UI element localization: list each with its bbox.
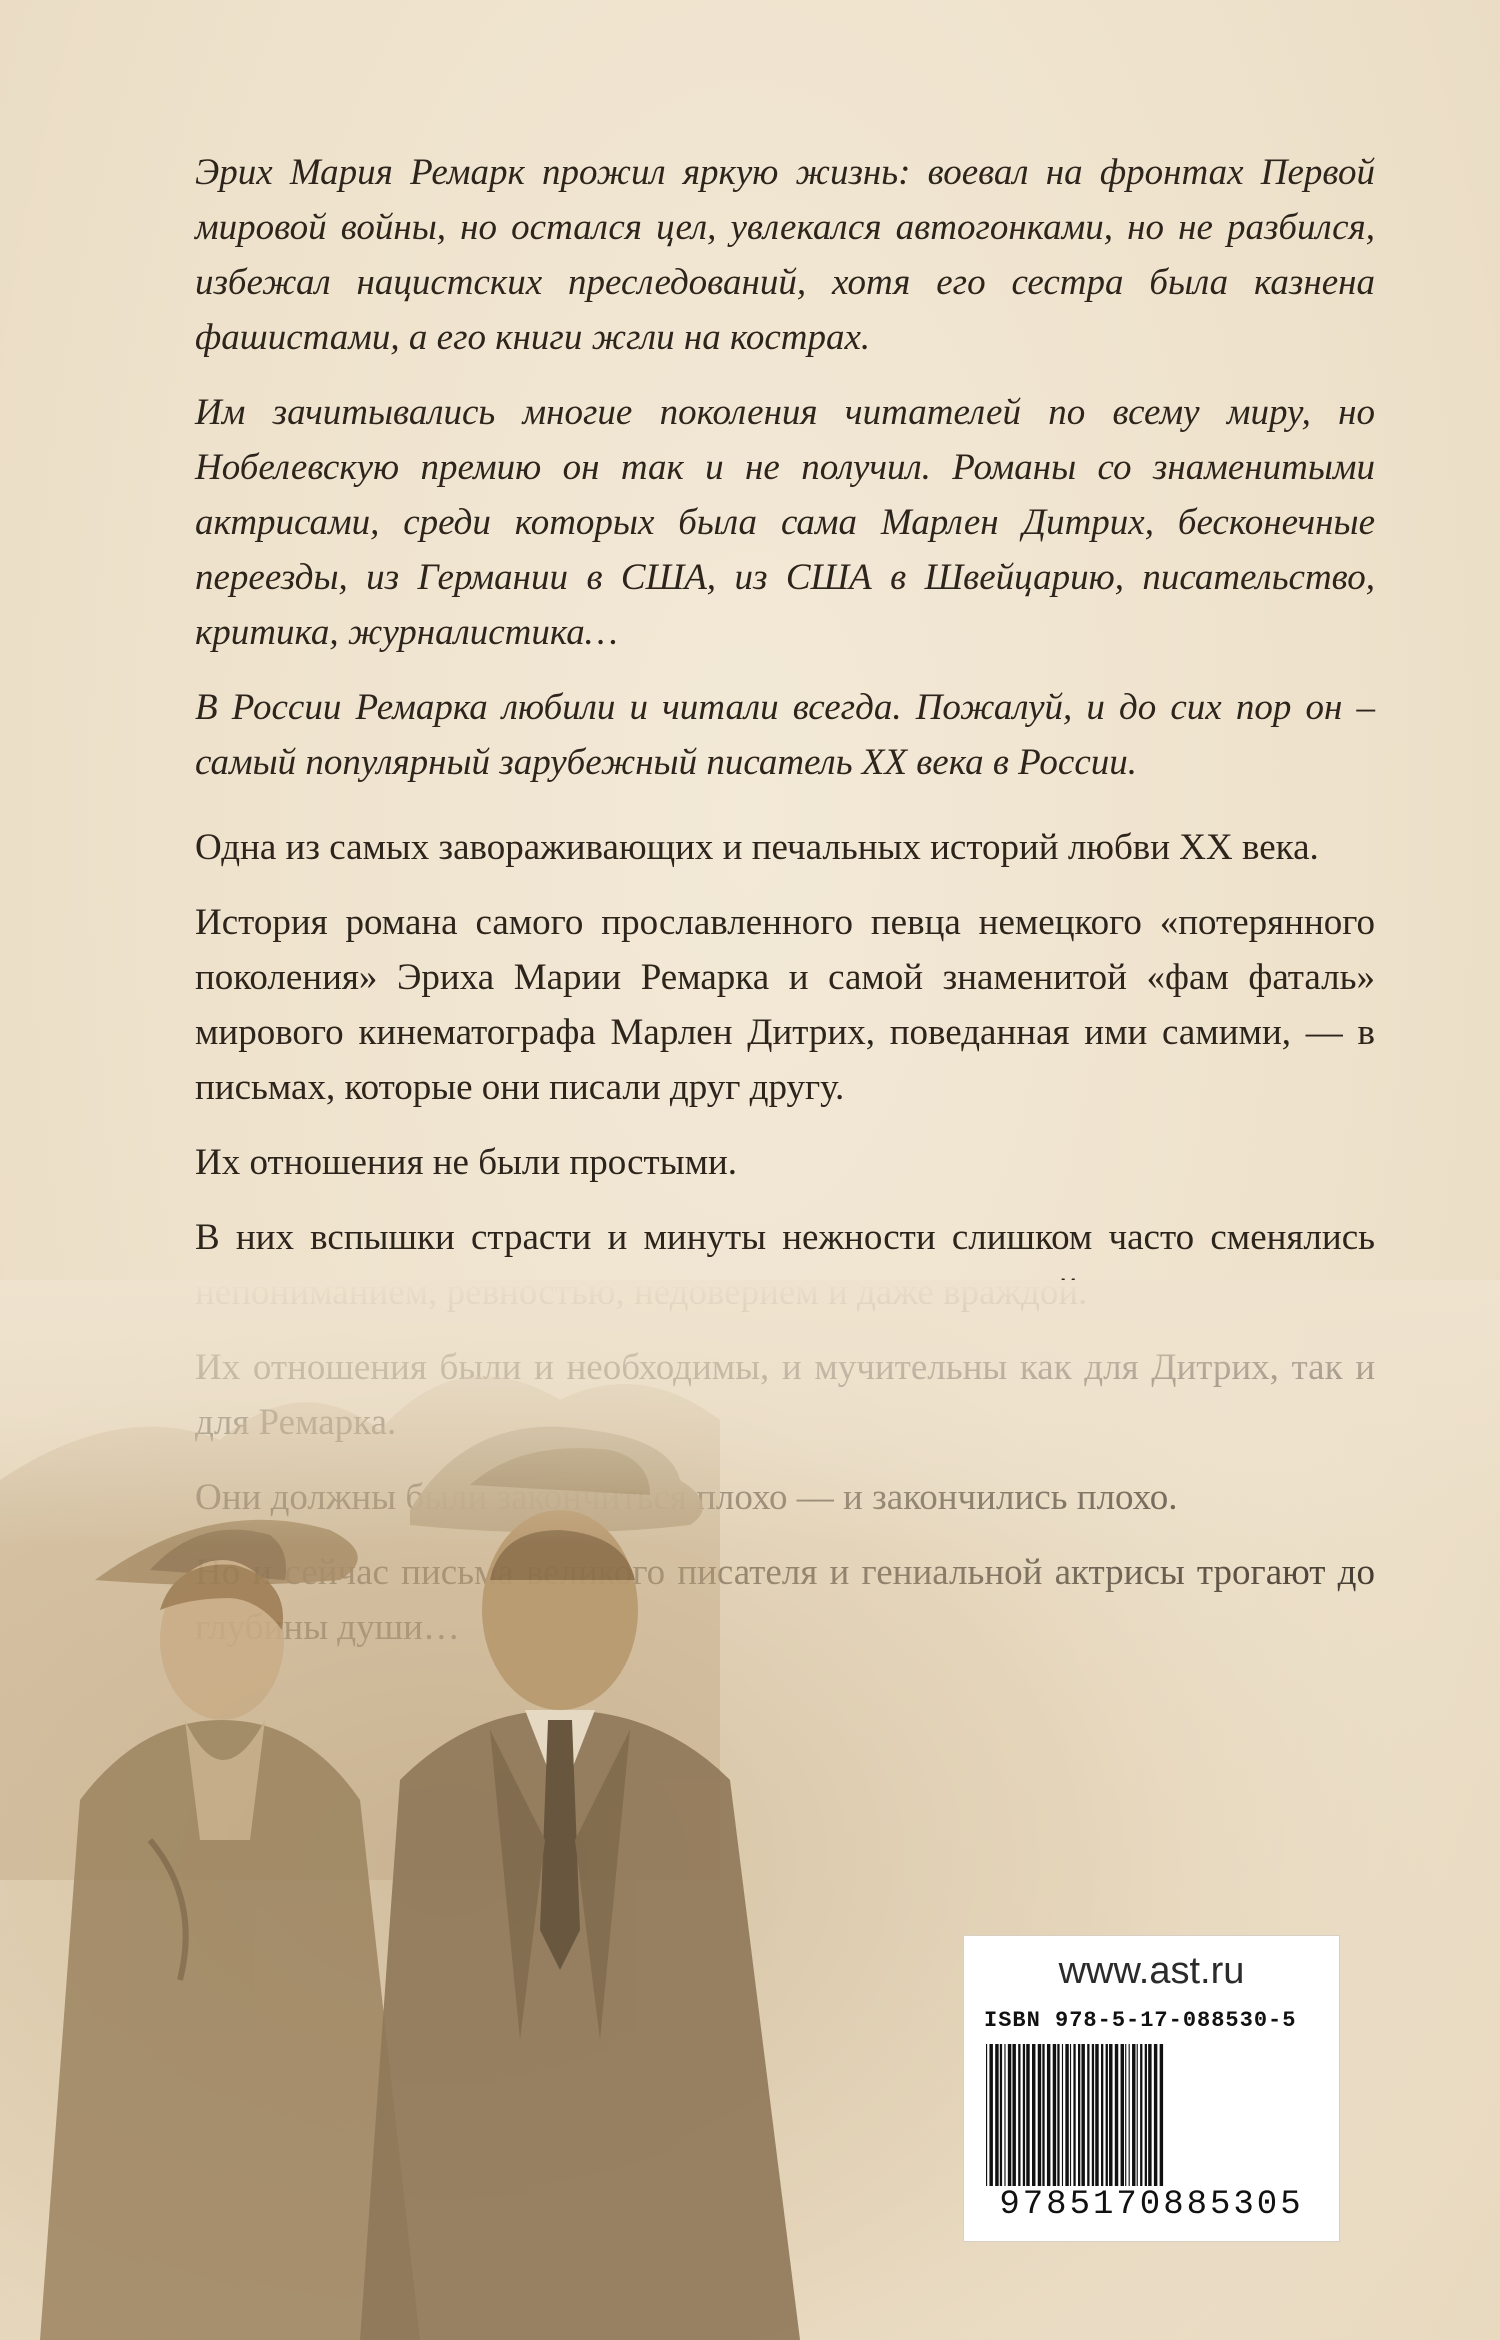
bio-paragraph: В России Ремарка любили и читали всегда. Пожалуй, и до сих пор он – самый популярный зарубежный писатель XX века в России. [195,687,1375,783]
annotation-paragraph: Одна из самых завораживающих и печальных историй любви XX века. [195,827,1319,868]
annotation-paragraph: Их отношения не были простыми. [195,1142,738,1183]
bio-paragraph: Им зачитывались многие поколения читателей по всему миру, но Нобелевскую премию он так и не получил. Романы со знаменитыми актрисами, среди которых была сама Марлен Дитрих, бесконечные переезды, из Германии в США, из США в Швейцарию, писательство, критика, журналистика… [195,392,1375,653]
bio-paragraph: Эрих Мария Ремарк прожил яркую жизнь: воевал на фронтах Первой мировой войны, но остался цел, увлекался автогонками, но не разбился, избежал нацистских преследований, хотя его сестра была казнена фашистами, а его книги жгли на кострах. [195,152,1375,358]
isbn-label: ISBN 978-5-17-088530-5 [984,2008,1297,2033]
barcode-panel [963,1935,1340,2242]
ean-digits: 9785170885305 [964,2186,1339,2224]
annotation-paragraph: В них вспышки страсти и минуты нежности слишком часто сменялись [195,1217,1375,1258]
publisher-website: www.ast.ru [1058,1950,1245,1992]
barcode-bars [982,2044,1322,2204]
annotation-paragraph: История романа самого прославленного певца немецкого «потерянного поколения» Эриха Марии Ремарка и самой знаменитой «фам фаталь» мирового кинематографа Марлен Дитрих, поведанная ими самими, — в письмах, которые они писали друг другу. [195,902,1375,1108]
author-bio-section [195,145,1375,810]
